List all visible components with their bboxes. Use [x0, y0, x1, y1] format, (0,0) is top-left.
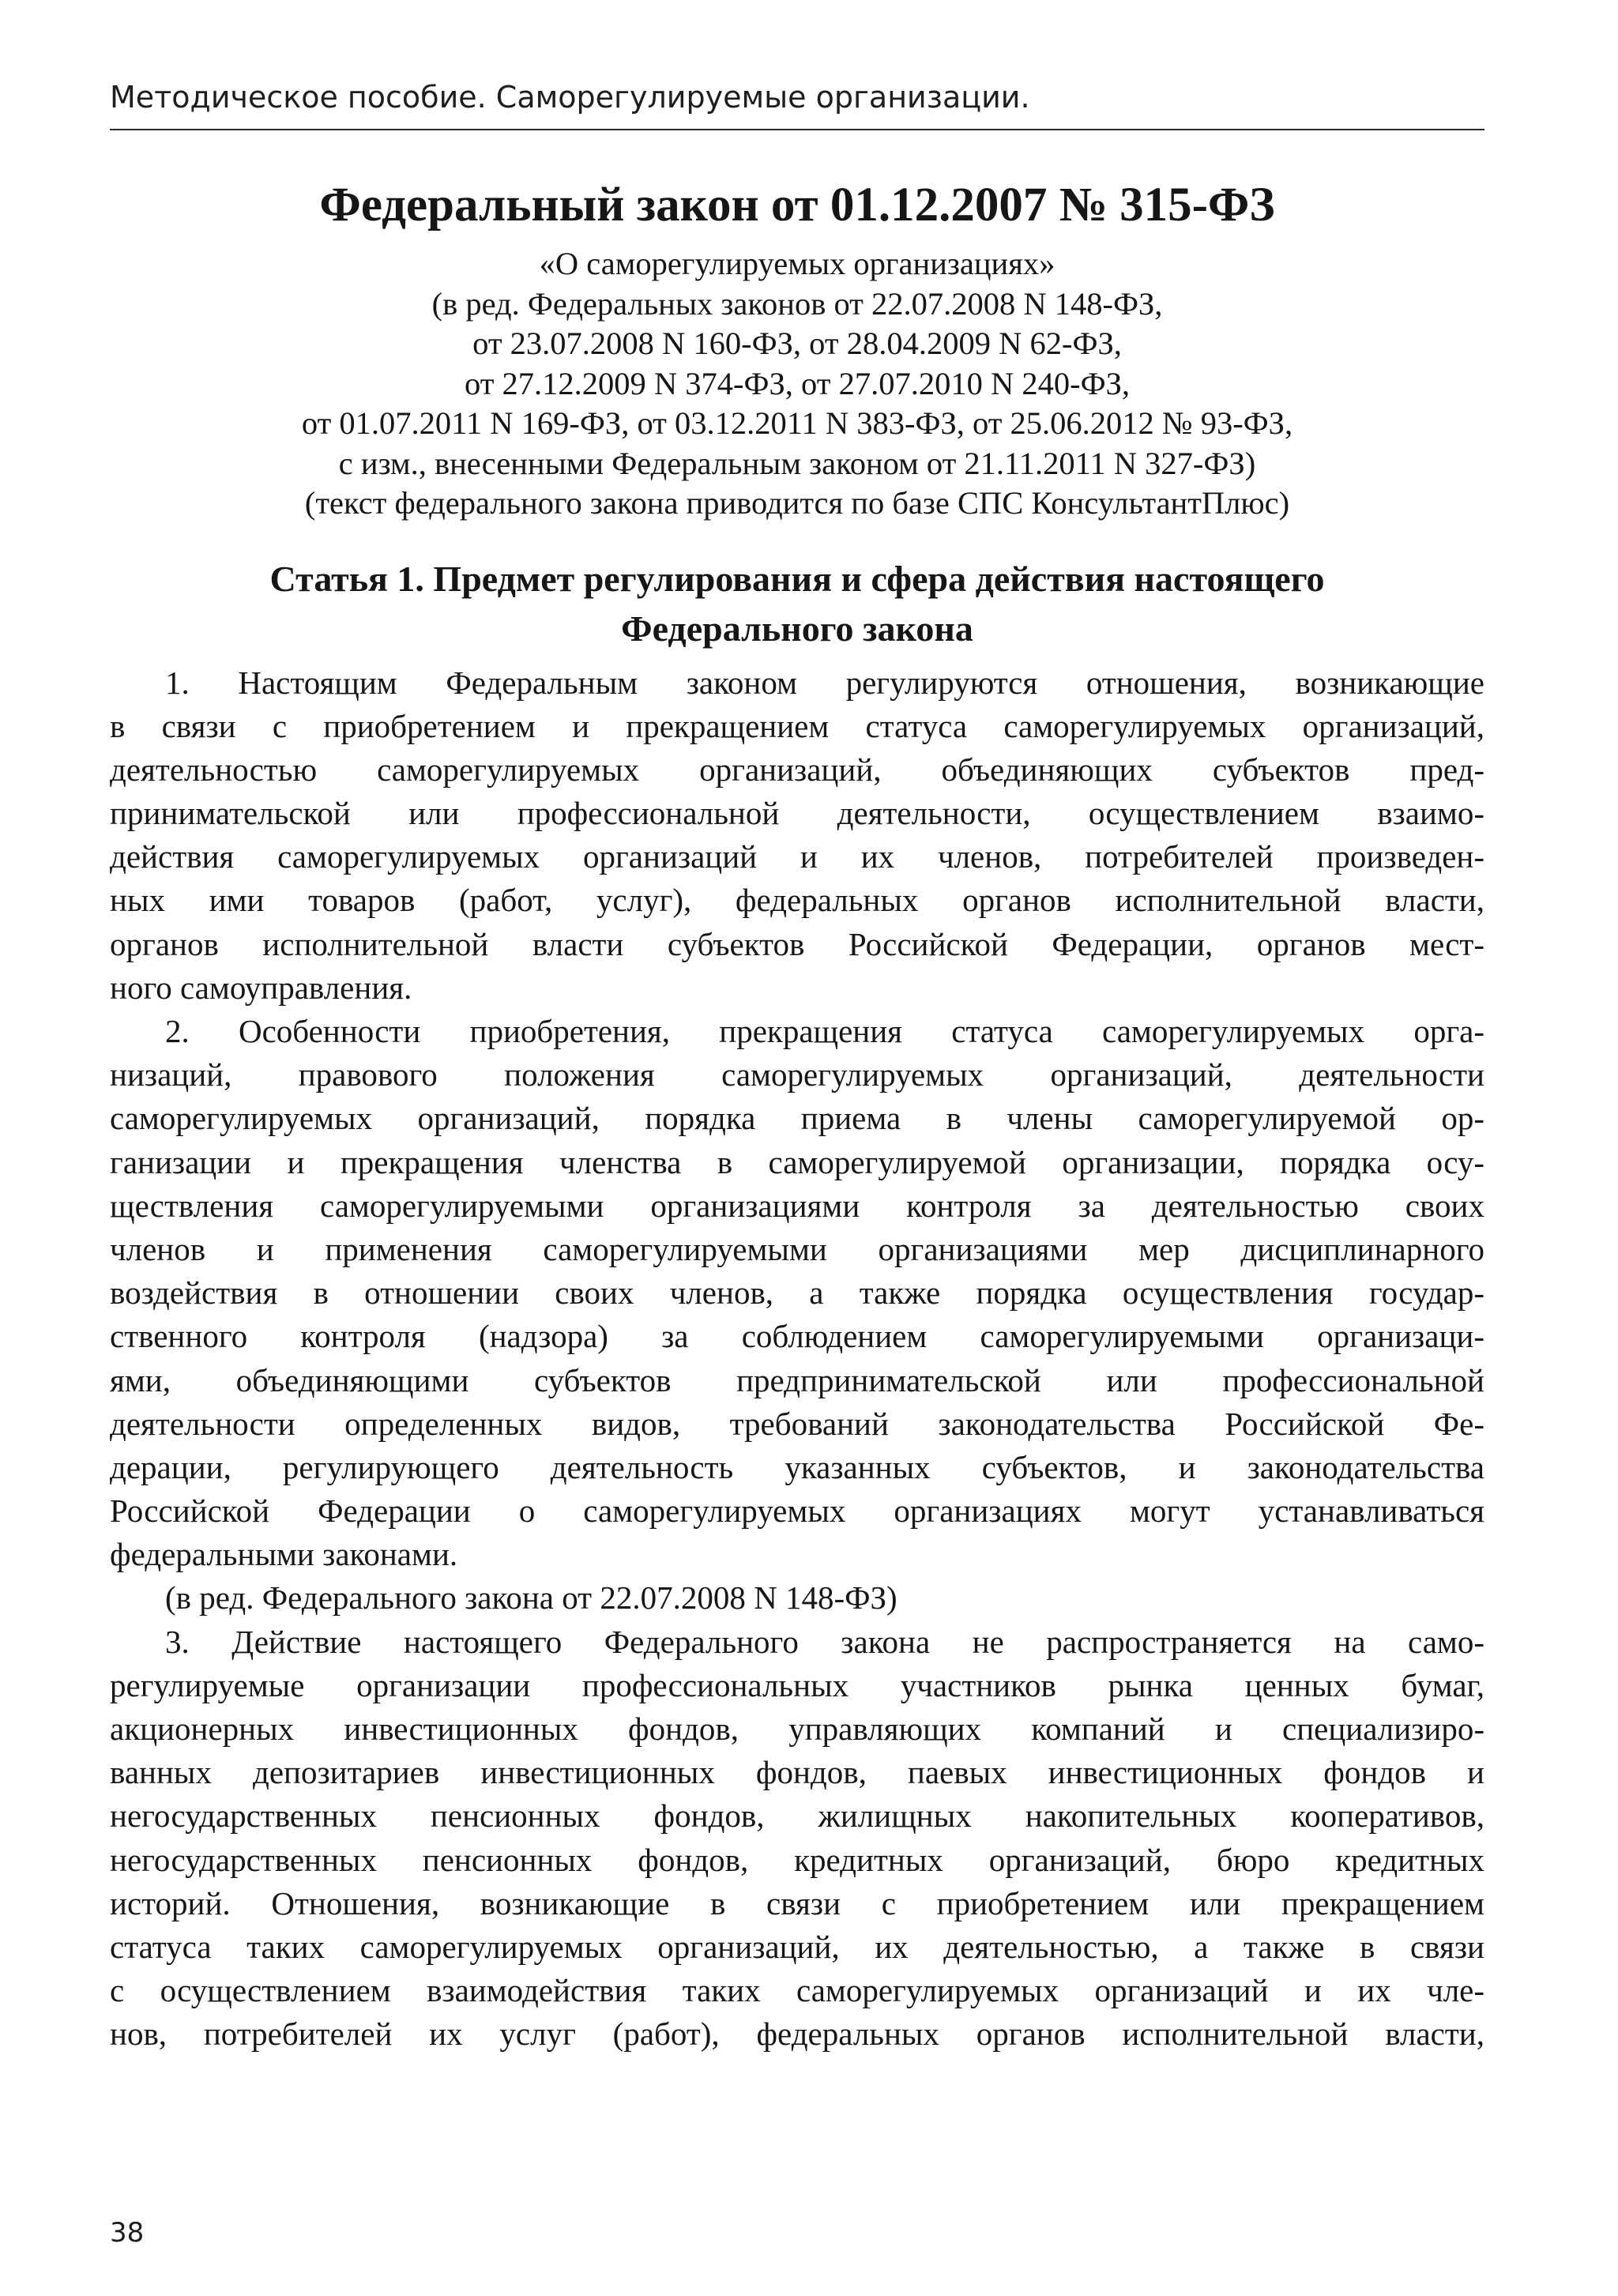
- text-line: 1. Настоящим Федеральным законом регулируются отношения, возникающие: [165, 664, 1484, 701]
- text-line: ганизации и прекращения членства в саморегулируемой организации, порядка осу-: [110, 1143, 1484, 1180]
- text-line: историй. Отношения, возникающие в связи с приобретением или прекращением: [110, 1884, 1484, 1921]
- text-line: негосударственных пенсионных фондов, кредитных организаций, бюро кредитных: [110, 1841, 1484, 1878]
- text-line: ных ими товаров (работ, услуг), федеральных органов исполнительной власти,: [110, 882, 1484, 919]
- text-line: акционерных инвестиционных фондов, управляющих компаний и специализиро-: [110, 1711, 1484, 1747]
- text-line: Российской Федерации о саморегулируемых организациях могут устанавливаться: [110, 1492, 1484, 1530]
- text-line: органов исполнительной власти субъектов Российской Федерации, органов мест-: [110, 925, 1484, 962]
- text-line: воздействия в отношении своих членов, а также порядка осуществления государ-: [110, 1274, 1484, 1312]
- law-title: Федеральный закон от 01.12.2007 № 315-ФЗ: [319, 179, 1275, 231]
- text-line: деятельности определенных видов, требований законодательства Российской Фе-: [110, 1405, 1484, 1442]
- article-body: [110, 661, 1484, 2057]
- text-line: 2. Особенности приобретения, прекращения статуса саморегулируемых орга-: [165, 1013, 1484, 1049]
- paragraph-2: [110, 1010, 1484, 1576]
- text-line: регулируемые организации профессиональных участников рынка ценных бумаг,: [110, 1666, 1484, 1703]
- subtitle-line: с изм., внесенными Федеральным законом от 21.11.2011 N 327-ФЗ): [338, 445, 1256, 481]
- text-line: низаций, правового положения саморегулируемых организаций, деятельности: [110, 1056, 1484, 1093]
- text-line: ществления саморегулируемыми организациями контроля за деятельностью своих: [110, 1187, 1484, 1224]
- subtitle-line: (текст федерального закона приводится по базе СПС КонсультантПлюс): [304, 485, 1290, 521]
- article-title: [110, 554, 1484, 653]
- text-line: деятельностью саморегулируемых организаций, объединяющих субъектов пред-: [110, 751, 1484, 788]
- law-subtitle: [110, 244, 1484, 524]
- text-line: дерации, регулирующего деятельность указанных субъектов, и законодательства: [110, 1448, 1484, 1485]
- text-line: федеральными законами.: [110, 1536, 458, 1573]
- article-title-line: Статья 1. Предмет регулирования и сфера действия настоящего: [269, 558, 1325, 599]
- amendment-note: [110, 1576, 1484, 1620]
- text-line: ванных депозитариев инвестиционных фондов, паевых инвестиционных фондов и: [110, 1754, 1484, 1791]
- text-line: ственного контроля (надзора) за соблюдением саморегулируемыми организаци-: [110, 1318, 1484, 1355]
- text-line: негосударственных пенсионных фондов, жилищных накопительных кооперативов,: [110, 1797, 1484, 1835]
- running-header: Методическое пособие. Саморегулируемые организации.: [110, 80, 1030, 115]
- page-content: [110, 167, 1484, 2057]
- page-number: 38: [110, 2217, 145, 2249]
- text-line: статуса таких саморегулируемых организаций, их деятельностью, а также в связи: [110, 1928, 1484, 1965]
- text-line: в связи с приобретением и прекращением статуса саморегулируемых организаций,: [110, 707, 1484, 744]
- text-line: ного самоуправления.: [110, 969, 412, 1006]
- text-line: ями, объединяющими субъектов предпринимательской или профессиональной: [110, 1361, 1484, 1398]
- text-line: саморегулируемых организаций, порядка приема в члены саморегулируемой ор-: [110, 1100, 1484, 1137]
- subtitle-line: от 01.07.2011 N 169-ФЗ, от 03.12.2011 N 383-ФЗ, от 25.06.2012 № 93-ФЗ,: [301, 405, 1293, 441]
- article-title-line: Федерального закона: [621, 608, 973, 649]
- header-divider: [110, 129, 1484, 130]
- subtitle-line: от 23.07.2008 N 160-ФЗ, от 28.04.2009 N 62-ФЗ,: [472, 326, 1122, 361]
- text-line: с осуществлением взаимодействия таких саморегулируемых организаций и их чле-: [110, 1972, 1484, 2009]
- text-line: (в ред. Федерального закона от 22.07.2008 N 148-ФЗ): [165, 1579, 897, 1617]
- text-line: принимательской или профессиональной деятельности, осуществлением взаимо-: [110, 795, 1484, 832]
- text-line: действия саморегулируемых организаций и их членов, потребителей произведен-: [110, 838, 1484, 875]
- text-line: членов и применения саморегулируемыми организациями мер дисциплинарного: [110, 1230, 1484, 1267]
- paragraph-3: [110, 1620, 1484, 2057]
- subtitle-line: «О саморегулируемых организациях»: [539, 246, 1055, 281]
- subtitle-line: (в ред. Федеральных законов от 22.07.2008 N 148-ФЗ,: [431, 285, 1163, 322]
- text-line: нов, потребителей их услуг (работ), федеральных органов исполнительной власти,: [110, 2016, 1484, 2053]
- paragraph-1: [110, 661, 1484, 1011]
- subtitle-line: от 27.12.2009 N 374-ФЗ, от 27.07.2010 N 240-ФЗ,: [465, 365, 1130, 401]
- text-line: 3. Действие настоящего Федерального закона не распространяется на само-: [165, 1623, 1484, 1660]
